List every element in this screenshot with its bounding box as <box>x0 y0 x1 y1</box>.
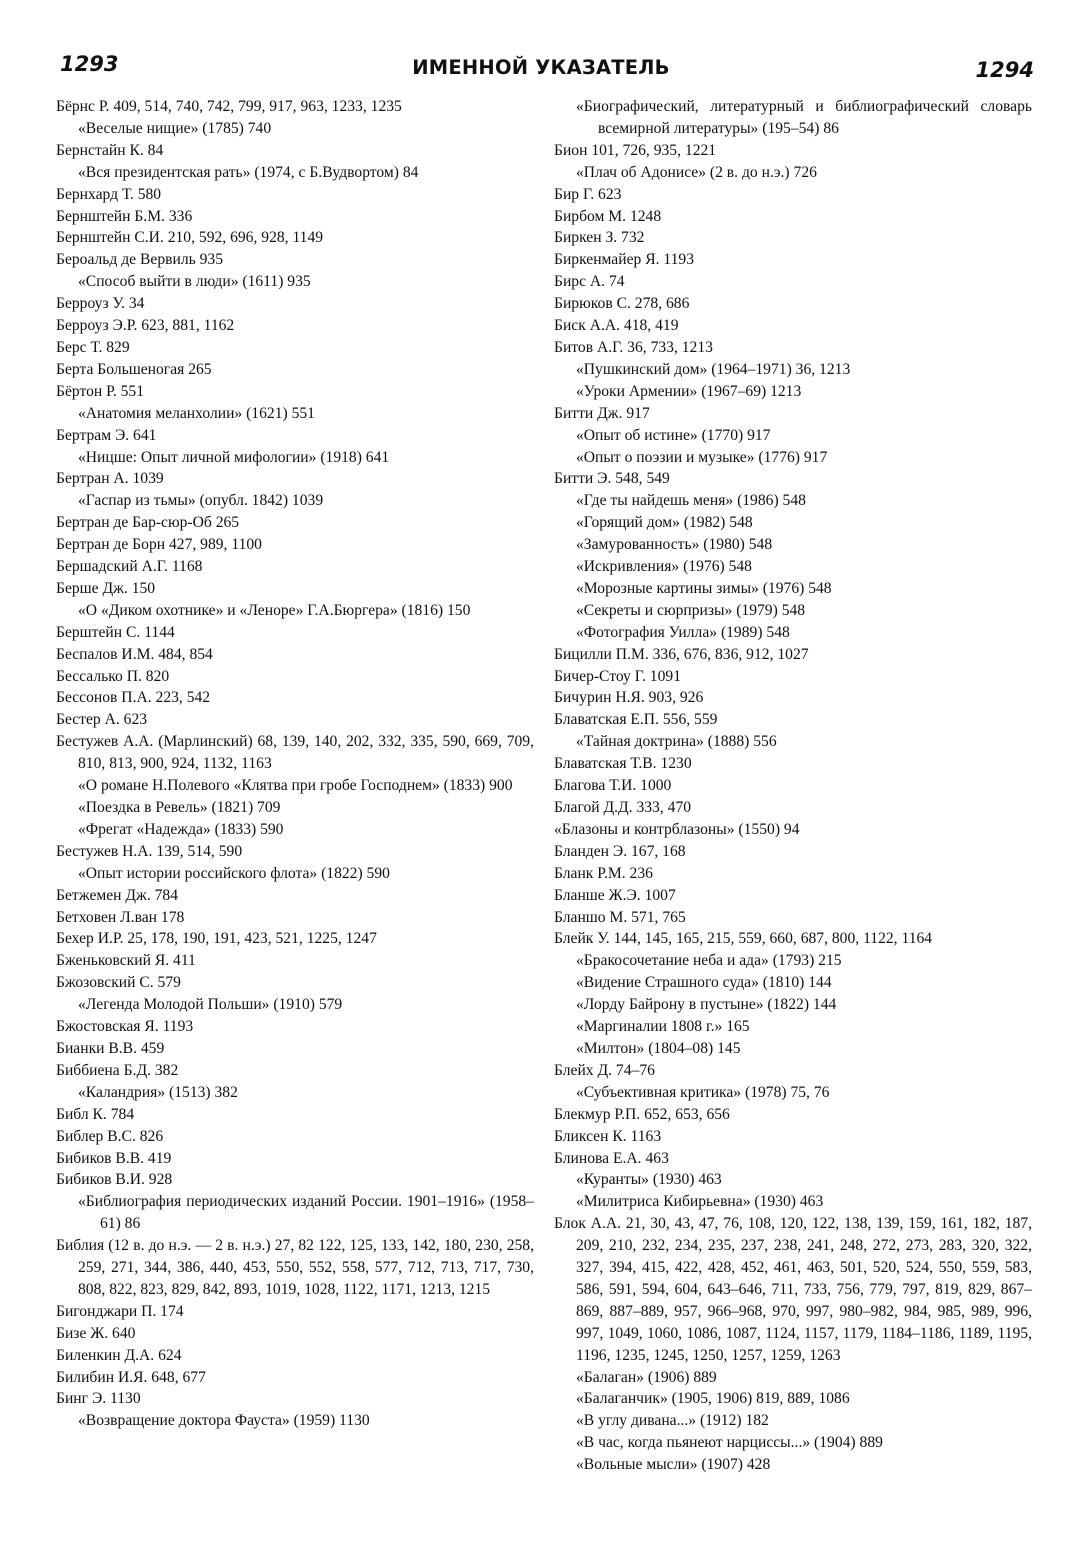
index-subentry: «Куранты» (1930) 463 <box>576 1171 722 1189</box>
index-subentry: «Плач об Адонисе» (2 в. до н.э.) 726 <box>576 163 817 181</box>
index-entry: Бланшо М. 571, 765 <box>554 908 686 926</box>
index-subentry: «Фрегат «Надежда» (1833) 590 <box>78 820 284 838</box>
page-title: ИМЕННОЙ УКАЗАТЕЛЬ <box>412 56 670 79</box>
index-subentry: «О «Диком охотнике» и «Леноре» Г.А.Бюргера» (1816) 150 <box>78 601 471 619</box>
index-entry: Бетховен Л.ван 178 <box>56 908 185 926</box>
index-subentry: «Балаган» (1906) 889 <box>576 1368 717 1386</box>
index-subentry: «О романе Н.Полевого «Клятва при гробе Господнем» (1833) 900 <box>78 777 513 795</box>
index-entry: Блейх Д. 74–76 <box>554 1061 655 1079</box>
index-entry: Берроуз У. 34 <box>56 295 145 313</box>
index-entry: Бехер И.Р. 25, 178, 190, 191, 423, 521, 1225, 1247 <box>56 930 377 948</box>
index-entry: Бертран де Бар-сюр-Об 265 <box>56 514 240 532</box>
index-entry: Бершадский А.Г. 1168 <box>56 558 203 576</box>
index-entry: Бланк Р.М. 236 <box>554 864 653 882</box>
index-subentry: «Опыт о поэзии и музыке» (1776) 917 <box>576 448 828 466</box>
index-entry: Бианки В.В. 459 <box>56 1039 165 1057</box>
index-subentry: «Уроки Армении» (1967–69) 1213 <box>576 382 802 400</box>
index-entry: Биркен З. 732 <box>554 229 645 247</box>
page-header <box>0 52 1082 92</box>
index-entry: Бёрнс Р. 409, 514, 740, 742, 799, 917, 963, 1233, 1235 <box>56 98 402 115</box>
index-entry: Бестужев Н.А. 139, 514, 590 <box>56 842 243 860</box>
index-subentry: «Лорду Байрону в пустыне» (1822) 144 <box>576 996 837 1014</box>
index-subentry: «Балаганчик» (1905, 1906) 819, 889, 1086 <box>576 1390 850 1408</box>
index-subentry: «Где ты найдешь меня» (1986) 548 <box>576 492 806 510</box>
index-entry: Бибиков В.В. 419 <box>56 1149 172 1167</box>
index-subentry: «Ницше: Опыт личной мифологии» (1918) 641 <box>78 448 390 466</box>
index-subentry: «Способ выйти в люди» (1611) 935 <box>78 273 311 291</box>
index-entry: Берта Большеногая 265 <box>56 360 212 378</box>
index-subentry: «Опыт истории российского флота» (1822) 590 <box>78 864 390 882</box>
index-entry: Берроуз Э.Р. 623, 881, 1162 <box>56 317 235 335</box>
index-subentry: «Гаспар из тьмы» (опубл. 1842) 1039 <box>78 492 324 510</box>
index-entry: Бинг Э. 1130 <box>56 1390 141 1408</box>
index-entry: Биск А.А. 418, 419 <box>554 317 679 335</box>
index-entry: Бертрам Э. 641 <box>56 426 157 444</box>
index-entry: Бженьковский Я. 411 <box>56 952 196 970</box>
index-entry: Бернштейн С.И. 210, 592, 696, 928, 1149 <box>56 229 324 247</box>
index-column-right <box>554 96 1032 1476</box>
index-entry: Берс Т. 829 <box>56 338 130 356</box>
page-number-right: 1294 <box>975 58 1034 82</box>
index-subentry: «Горящий дом» (1982) 548 <box>576 514 753 532</box>
index-entry: Бессалько П. 820 <box>56 667 170 685</box>
index-entry: Бичурин Н.Я. 903, 926 <box>554 689 704 707</box>
index-entry: Блаватская Т.В. 1230 <box>554 755 692 773</box>
index-entry: Библ К. 784 <box>56 1105 135 1123</box>
index-entry: Бжозовский С. 579 <box>56 974 181 992</box>
index-entry: Бирс А. 74 <box>554 273 625 291</box>
index-entry: Бертран де Борн 427, 989, 1100 <box>56 536 262 554</box>
index-subentry: «В час, когда пьянеют нарциссы...» (1904) 889 <box>576 1434 883 1452</box>
index-subentry: «Библиография периодических изданий России. 1901–1916» (1958–61) 86 <box>78 1193 534 1233</box>
index-subentry: «Субъективная критика» (1978) 75, 76 <box>576 1083 830 1101</box>
index-entry: Бертран А. 1039 <box>56 470 164 488</box>
index-subentry: «Морозные картины зимы» (1976) 548 <box>576 579 832 597</box>
index-entry: Библия (12 в. до н.э. — 2 в. н.э.) 27, 82 122, 125, 133, 142, 180, 230, 258, 259, 271, 344, 386, 440, 453, 550, 552, 558, 577, 712, 713, 717, 730, 808, 822, 823, 829, 842, 893, 1019, 1028, 1122, 1171, 1213, 1215 <box>56 1237 534 1298</box>
index-column-left <box>56 96 534 1432</box>
index-entry: Битти Э. 548, 549 <box>554 470 670 488</box>
index-entry: Бероальд де Вервиль 935 <box>56 251 224 269</box>
index-entry: Биркенмайер Я. 1193 <box>554 251 695 269</box>
index-subentry: «Тайная доктрина» (1888) 556 <box>576 733 777 751</box>
index-subentry: «Анатомия меланхолии» (1621) 551 <box>78 404 315 422</box>
index-subentry: «В углу дивана...» (1912) 182 <box>576 1412 769 1430</box>
index-entry: Бирюков С. 278, 686 <box>554 295 690 313</box>
index-subentry: «Поездка в Ревель» (1821) 709 <box>78 799 281 816</box>
index-entry: Бир Г. 623 <box>554 185 622 203</box>
index-subentry: «Видение Страшного суда» (1810) 144 <box>576 974 832 992</box>
index-entry: Бичер-Стоу Г. 1091 <box>554 667 681 685</box>
index-subentry: «Маргиналии 1808 г.» 165 <box>576 1018 750 1036</box>
index-entry: Бёртон Р. 551 <box>56 382 145 400</box>
index-entry: Блекмур Р.П. 652, 653, 656 <box>554 1105 730 1123</box>
index-entry: Беспалов И.М. 484, 854 <box>56 645 213 663</box>
index-subentry: «Опыт об истине» (1770) 917 <box>576 426 771 444</box>
index-subentry: «Веселые нищие» (1785) 740 <box>78 119 272 137</box>
index-entry: Бизе Ж. 640 <box>56 1324 136 1342</box>
index-entry: Берше Дж. 150 <box>56 579 156 597</box>
index-entry: Бликсен К. 1163 <box>554 1127 662 1145</box>
index-entry: Битов А.Г. 36, 733, 1213 <box>554 338 713 356</box>
index-entry: Бжостовская Я. 1193 <box>56 1018 194 1036</box>
index-entry: Блейк У. 144, 145, 165, 215, 559, 660, 687, 800, 1122, 1164 <box>554 930 933 948</box>
index-entry: «Блазоны и контрблазоны» (1550) 94 <box>554 820 800 838</box>
index-entry: Берштейн С. 1144 <box>56 623 175 641</box>
index-subentry: «Легенда Молодой Польши» (1910) 579 <box>78 996 343 1014</box>
index-entry: Бибиков В.И. 928 <box>56 1171 173 1189</box>
index-entry: Благова Т.И. 1000 <box>554 777 672 795</box>
index-entry: Блок А.А. 21, 30, 43, 47, 76, 108, 120, 122, 138, 139, 159, 161, 182, 187, 209, 210, 232, 234, 235, 237, 238, 241, 248, 272, 273, 283, 320, 322, 327, 394, 415, 422, 428, 452, 461, 463, 501, 520, 524, 550, 559, 583, 586, 591, 594, 604, 643–646, 711, 733, 756, 779, 797, 819, 829, 867–869, 887–889, 957, 966–968, 970, 997, 980–982, 984, 985, 989, 996, 997, 1049, 1060, 1086, 1087, 1124, 1157, 1179, 1184–1186, 1189, 1195, 1196, 1235, 1245, 1250, 1257, 1259, 1263 <box>554 1215 1032 1364</box>
index-entry: Бессонов П.А. 223, 542 <box>56 689 211 707</box>
index-entry: Бернстайн К. 84 <box>56 141 164 159</box>
index-entry: Бетжемен Дж. 784 <box>56 886 179 904</box>
index-entry: Бланше Ж.Э. 1007 <box>554 886 676 904</box>
page-number-left: 1293 <box>60 52 119 76</box>
index-entry: Бестужев А.А. (Марлинский) 68, 139, 140, 202, 332, 335, 590, 669, 709, 810, 813, 900, 924, 1132, 1163 <box>56 733 534 773</box>
index-subentry: «Каландрия» (1513) 382 <box>78 1083 238 1101</box>
index-subentry: «Замурованность» (1980) 548 <box>576 536 773 554</box>
index-entry: Бернштейн Б.М. 336 <box>56 207 193 225</box>
index-entry: Бирбом М. 1248 <box>554 207 662 225</box>
index-subentry: «Вольные мысли» (1907) 428 <box>576 1456 771 1474</box>
index-subentry: «Биографический, литературный и библиографический словарь всемирной литературы» (195–54) 86 <box>576 98 1032 137</box>
index-entry: Благой Д.Д. 333, 470 <box>554 799 692 816</box>
index-subentry: «Бракосочетание неба и ада» (1793) 215 <box>576 952 842 970</box>
index-entry: Бестер А. 623 <box>56 711 148 729</box>
index-entry: Блинова Е.А. 463 <box>554 1149 669 1167</box>
index-subentry: «Милтон» (1804–08) 145 <box>576 1039 741 1057</box>
index-subentry: «Возвращение доктора Фауста» (1959) 1130 <box>78 1412 370 1430</box>
index-entry: Биббиена Б.Д. 382 <box>56 1061 179 1079</box>
index-subentry: «Фотография Уилла» (1989) 548 <box>576 623 790 641</box>
index-entry: Бернхард Т. 580 <box>56 185 162 203</box>
index-entry: Бланден Э. 167, 168 <box>554 842 686 860</box>
index-entry: Биленкин Д.А. 624 <box>56 1346 182 1364</box>
index-entry: Бион 101, 726, 935, 1221 <box>554 141 717 159</box>
index-subentry: «Пушкинский дом» (1964–1971) 36, 1213 <box>576 360 851 378</box>
index-subentry: «Вся президентская рать» (1974, с Б.Вудвортом) 84 <box>78 163 419 181</box>
index-entry: Библер В.С. 826 <box>56 1127 164 1145</box>
index-subentry: «Искривления» (1976) 548 <box>576 558 752 576</box>
index-subentry: «Милитриса Кибирьевна» (1930) 463 <box>576 1193 824 1211</box>
index-entry: Бицилли П.М. 336, 676, 836, 912, 1027 <box>554 645 809 663</box>
index-entry: Блаватская Е.П. 556, 559 <box>554 711 718 729</box>
index-subentry: «Секреты и сюрпризы» (1979) 548 <box>576 601 806 619</box>
index-entry: Билибин И.Я. 648, 677 <box>56 1368 206 1386</box>
index-entry: Битти Дж. 917 <box>554 404 650 422</box>
index-entry: Бигонджари П. 174 <box>56 1302 184 1320</box>
